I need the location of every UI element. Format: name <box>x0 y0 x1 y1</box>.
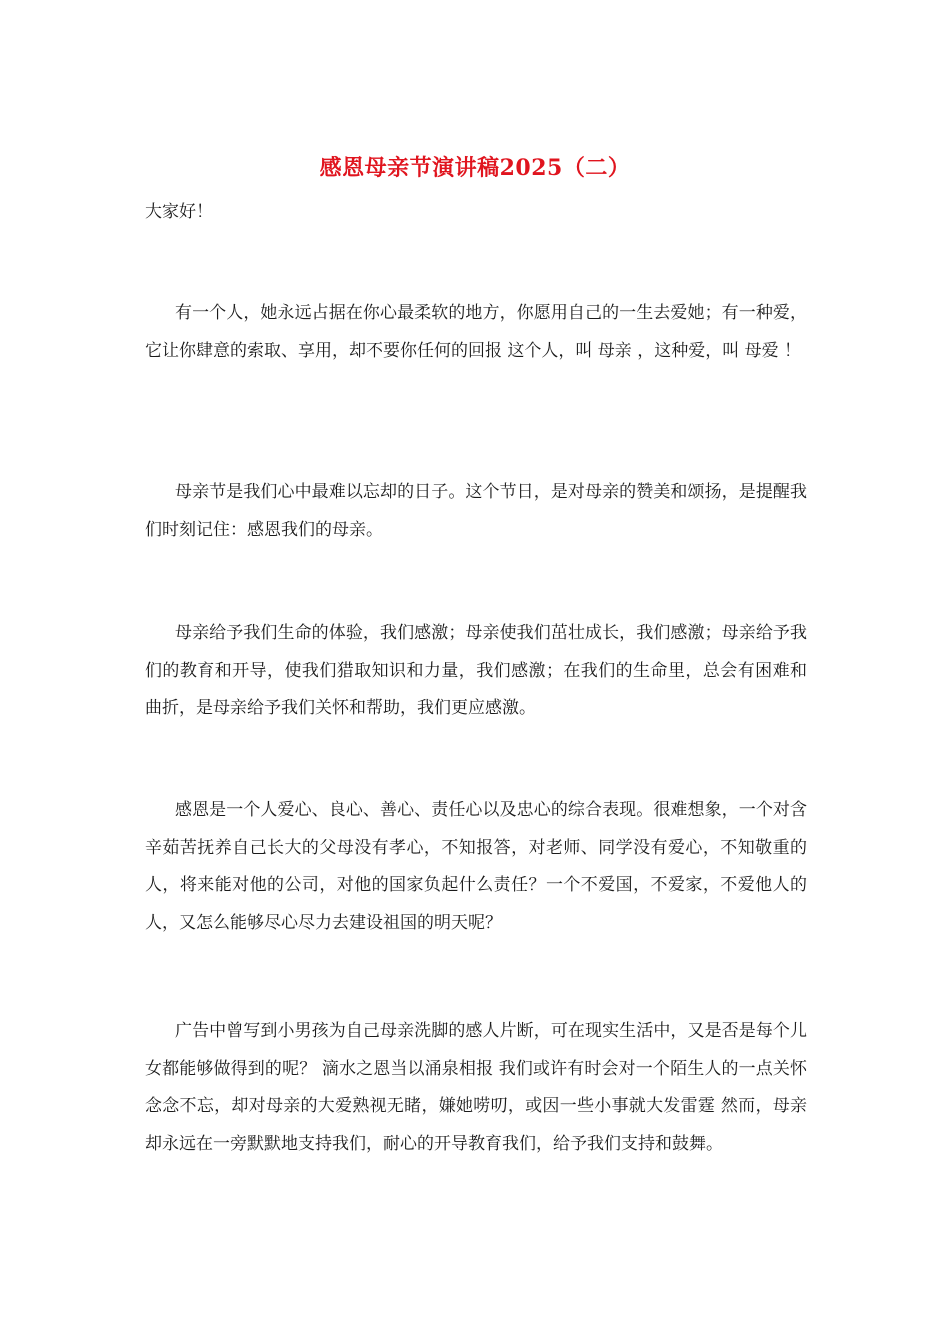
document-title: 感恩母亲节演讲稿2025（二） <box>319 155 631 181</box>
greeting-line: 大家好！ <box>145 202 213 222</box>
paragraph-4: 感恩是一个人爱心、良心、善心、责任心以及忠心的综合表现。很难想象，一个对含辛茹苦抚养自己长大的父母没有孝心，不知报答，对老师、同学没有爱心，不知敬重的人，将来能对他的公司，对他的国家负起什么责任？一个不爱国，不爱家，不爱他人的人，又怎么能够尽心尽力去建设祖国的明天呢？ <box>145 800 807 933</box>
paragraph-2: 母亲节是我们心中最难以忘却的日子。这个节日，是对母亲的赞美和颂扬，是提醒我们时刻记住：感恩我们的母亲。 <box>145 482 807 540</box>
paragraph-3: 母亲给予我们生命的体验，我们感激；母亲使我们茁壮成长，我们感激；母亲给予我们的教育和开导，使我们猎取知识和力量，我们感激；在我们的生命里，总会有困难和曲折，是母亲给予我们关怀和帮助，我们更应感激。 <box>145 623 807 718</box>
paragraph-5: 广告中曾写到小男孩为自己母亲洗脚的感人片断，可在现实生活中，又是否是每个儿女都能够做得到的呢？ 滴水之恩当以涌泉相报 我们或许有时会对一个陌生人的一点关怀念念不忘，却对母亲的大爱熟视无睹，嫌她唠叨，或因一些小事就大发雷霆 然而，母亲却永远在一旁默默地支持我们，耐心的开导教育我们，给予我们支持和鼓舞。 <box>145 1021 807 1154</box>
paragraph-1: 有一个人，她永远占据在你心最柔软的地方，你愿用自己的一生去爱她；有一种爱，它让你肆意的索取、享用，却不要你任何的回报 这个人，叫 母亲 ，这种爱，叫 母爱 ！ <box>145 303 807 361</box>
